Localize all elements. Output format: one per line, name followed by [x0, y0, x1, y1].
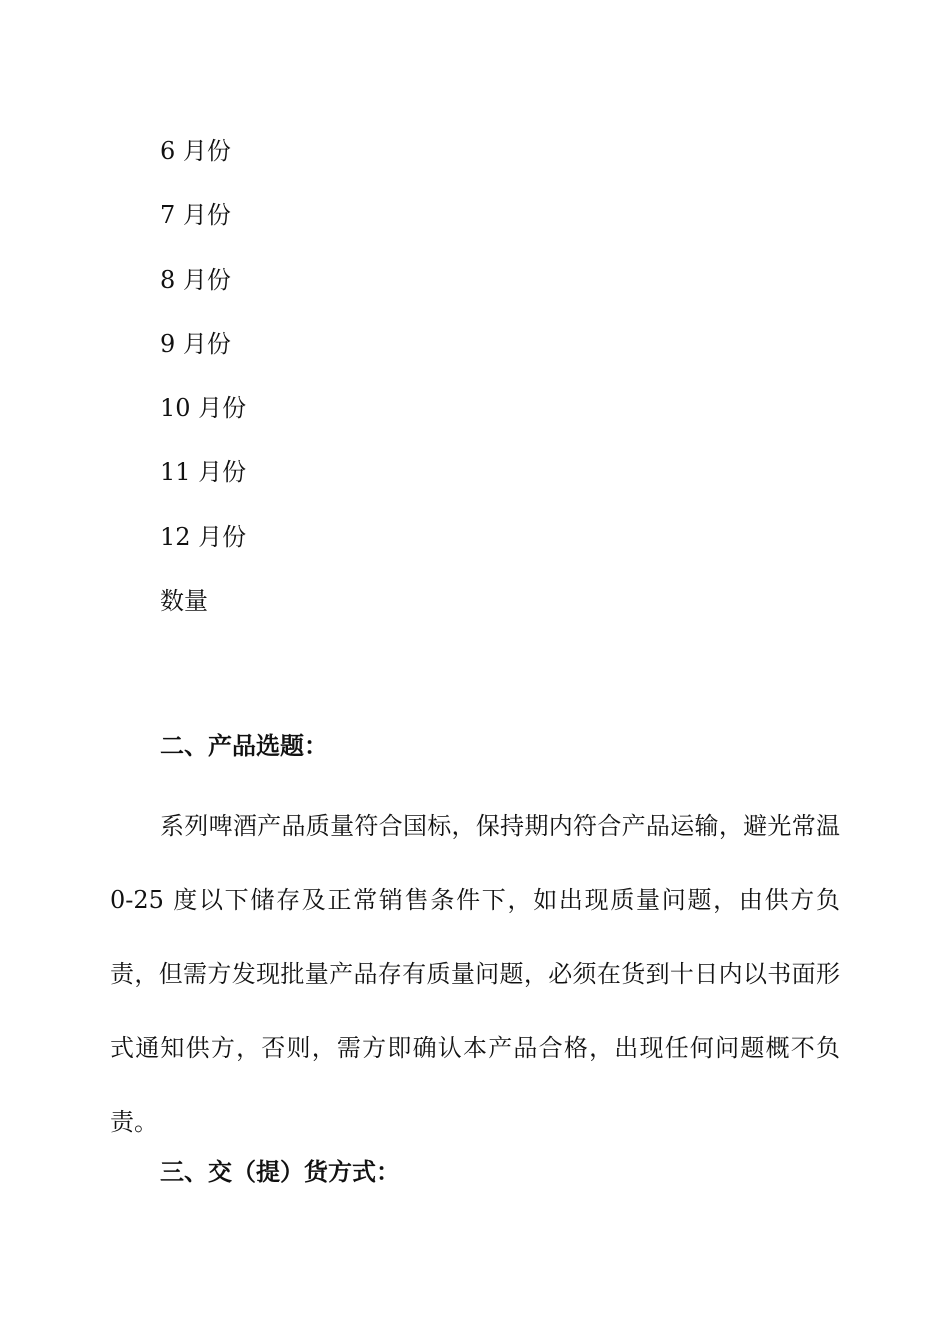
section-heading-delivery: 三、交（提）货方式：: [160, 1157, 400, 1186]
list-item-month-9: 9 月份: [160, 329, 231, 358]
list-item-month-10: 10 月份: [160, 394, 247, 423]
list-item-quantity: 数量: [160, 587, 208, 616]
list-item-month-12: 12 月份: [160, 522, 247, 551]
list-item-month-6: 6 月份: [160, 137, 231, 165]
list-item-month-7: 7 月份: [160, 201, 231, 230]
section-body-product: 系列啤酒产品质量符合国标，保持期内符合产品运输，避光常温 0-25 度以下储存及正常销售条件下，如出现质量问题，由供方负责，但需方发现批量产品存有质量问题，必须在货到十日内以书面形式通知供方，否则，需方即确认本产品合格，出现任何问题概不负责。: [110, 812, 840, 1136]
list-item-month-11: 11 月份: [160, 458, 247, 487]
month-list: [160, 134, 246, 648]
list-item-month-8: 8 月份: [160, 265, 231, 294]
section-heading-product: 二、产品选题：: [160, 731, 328, 760]
